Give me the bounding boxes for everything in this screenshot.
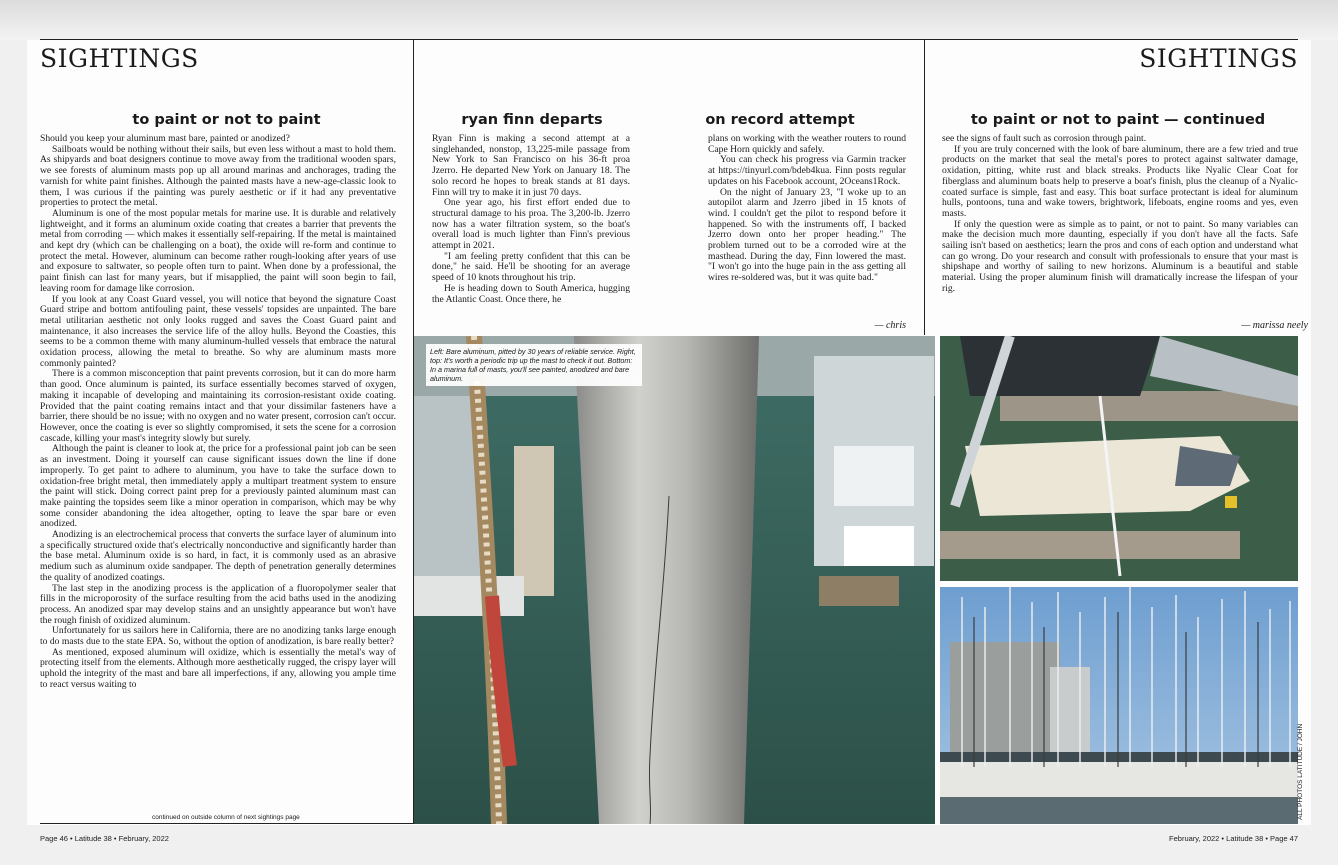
marina-masts-photo [940, 587, 1298, 824]
continued-article-body [942, 134, 1298, 320]
photo-caption: Left: Bare aluminum, pitted by 30 years of reliable service. Right, top: It's worth a periodic trip up the mast to check it out. Bottom: In a marina full of masts, you'll see painted, anodized and bare aluminum. [426, 344, 642, 386]
photo-credit: ALL PHOTOS LATITUDE / JOHN [1297, 723, 1304, 820]
paint-headline: to paint or not to paint [132, 112, 321, 128]
section-title-right: SIGHTINGS [1139, 44, 1298, 73]
continued-signature: — marissa neely [1241, 320, 1308, 331]
folio-left: Page 46 • Latitude 38 • February, 2022 [40, 834, 169, 843]
article-paragraph: "I am feeling pretty confident that this can be done," he said. He'll be shooting for an average speed of 10 knots throughout his trip. [432, 250, 630, 284]
bottom-rule [40, 823, 413, 824]
article-paragraph: Aluminum is one of the most popular metals for marine use. It is durable and relatively lightweight, and it forms an aluminum oxide coating that creates a barrier that prevents the metal from corroding — which makes it essentially self-repairing. If the metal is maintained and kept dry (which can be challenging on a boat), the oxide will re-form and continue to protect the metal. However, aluminum can become rather rough-looking after years of use and exposure to saltwater, so people often turn to paint. When done by a professional, the paint finish can last for many years, but if misapplied, the paint will soon begin to fail, leaving room for damage like corrosion. [40, 207, 396, 294]
finn-headline-left: ryan finn departs [461, 112, 603, 128]
article-paragraph: One year ago, his first effort ended due to structural damage to his proa. The 3,200-lb. Jzerro now has a water filtration system, so the boat's overall load is much lighter than Finn's previous attempt in 2021. [432, 197, 630, 252]
finn-article-col1 [432, 134, 630, 332]
masthead-view-photo [940, 336, 1298, 581]
column-rule-right [924, 39, 925, 335]
article-paragraph: If you look at any Coast Guard vessel, you will notice that beyond the signature Coast Guard stripe and bottom antifouling paint, these vessels' topsides are unpainted. The bare metal utilitarian aesthetic not only looks rugged and saves the Coast Guard paint and maintenance, it also increases the service life of the alloy hulls. Beyond the Coasties, this seems to be a common theme with many aluminum-hulled vessels that embrace the natural oxidation process, allowing the metal to breathe. So why are aluminum masts more commonly painted? [40, 293, 396, 369]
top-rule [40, 39, 1298, 40]
article-paragraph: The last step in the anodizing process is the application of a fluoropolymer sealer that fills in the microporosity of the surface resulting from the acid baths used in the anodizing process. An anodized spar may develop stains and an unsightly appearance but won't have the rough finish of oxidized aluminum. [40, 582, 396, 626]
article-paragraph: If only the question were as simple as to paint, or not to paint. So many variables can make the decision much more daunting, especially if you don't have all the facts. Safe sailing isn't based on aesthetics; learn the pros and cons of each option and understand what can go wrong. Do your research and consult with professionals to ensure that your mast is shipshape and worthy of sailing to new horizons. Aluminum is a beautiful and stable material. Using the proper aluminum finish will dramatically increase the lifespan of your rig. [942, 218, 1298, 294]
article-paragraph: There is a common misconception that paint prevents corrosion, but it can do more harm than good. Once aluminum is painted, its surface essentially becomes starved of oxygen, making it incapable of developing and maintaining its corrosion-resistant oxide coating. Provided that the paint coating remains intact and that your dissimilar fasteners have a barrier, there should be no issue; with no oxygen and no water present, corrosion can't occur. However, once the coating is ever so slightly compromised, it sets the scene for a corrosion cascade, killing your mast's integrity slowly but surely. [40, 368, 396, 444]
article-paragraph: Sailboats would be nothing without their sails, but even less without a mast to hold them. As shipyards and boat designers continue to move away from the traditional wooden spars, we see forests of aluminum masts pop up all around marinas and anchorages, trading the varnish for white paint finishes. Although the painted masts have a new-age-classic look to them, I was curious if the painting was purely aesthetic or if it had any preventative properties to protect the metal. [40, 143, 396, 209]
article-paragraph: If you are truly concerned with the look of bare aluminum, there are a few tried and true products on the market that seal the metal's pores to protect against saltwater damage, oxidation, pitting, white rust and black streaks. Products like Nyalic Clear Coat for fiberglass and aluminum boats help to preserve a boat's finish, plus the cleanup of a Nyalic-coated surface is simple, fast and easy. This boat surface protectant is ideal for aluminum hulls, pontoons, tuna and wake towers, brightwork, lifeboats, engine rooms and yes, even masts. [942, 143, 1298, 219]
continued-headline: to paint or not to paint — continued [970, 112, 1266, 128]
scanner-top-band [0, 0, 1338, 40]
article-paragraph: Should you keep your aluminum mast bare, painted or anodized? [40, 134, 290, 144]
finn-article-col2 [708, 134, 906, 320]
paint-article-body [40, 134, 396, 813]
continued-note: continued on outside column of next sightings page [152, 814, 300, 821]
article-paragraph: see the signs of fault such as corrosion through paint. [942, 134, 1147, 144]
finn-headline-right: on record attempt [705, 112, 855, 128]
article-paragraph: Although the paint is cleaner to look at, the price for a professional paint job can be seen as an investment. Doing it yourself can cause significant issues down the line if done improperly. To get paint to adhere to aluminum, you have to take the surface down to oxidation-free bright metal, then immediately apply a multipart treatment system to ensure the paint will stick. Doing correct paint prep for a previously painted aluminum mast can make painting the topsides seem like a minor operation in comparison, which may be why some consider abandoning the idea altogether, opting to leave the spar bare or even anodized. [40, 443, 396, 530]
folio-right: February, 2022 • Latitude 38 • Page 47 [1169, 834, 1298, 843]
article-paragraph: He is heading down to South America, hugging the Atlantic Coast. Once there, he [432, 282, 630, 305]
section-title-left: SIGHTINGS [40, 44, 199, 73]
finn-signature: — chris [874, 320, 906, 331]
article-paragraph: plans on working with the weather routers to round Cape Horn quickly and safely. [708, 134, 906, 155]
article-paragraph: Ryan Finn is making a second attempt at a singlehanded, nonstop, 13,225-mile passage from New York to San Francisco on his 36-ft proa Jzerro. He departed New York on January 18. The solo record he hopes to break stands at 81 days. Finn will try to make it in just 70 days. [432, 134, 630, 198]
bare-aluminum-mast-photo [414, 336, 935, 824]
article-paragraph: As mentioned, exposed aluminum will oxidize, which is essentially the metal's way of protecting itself from the elements. Although more aesthetically rugged, the crispy layer will uphold the integrity of the mast and bare all imperfections, if any, allowing you ample time to react versus waiting to [40, 646, 396, 690]
article-paragraph: You can check his progress via Garmin tracker at https://tinyurl.com/bdeb4kua. Finn posts regular updates on his Facebook account, 2Oceans1Rock. [708, 154, 906, 187]
article-paragraph: Anodizing is an electrochemical process that converts the surface layer of aluminum into a specifically structured oxide that's electrically nonconductive and significantly harder than the base metal. Aluminum oxide is so hard, in fact, it is commonly used as an abrasive medium such as aluminum oxide sandpaper. The depth of penetration generally determines the quality of anodized coatings. [40, 529, 396, 583]
article-paragraph: Unfortunately for us sailors here in California, there are no anodizing tanks large enough to do masts due to the state EPA. So, without the option of anodization, is bare really better? [40, 625, 396, 648]
article-paragraph: On the night of January 23, "I woke up to an autopilot alarm and Jzerro jibed in 15 knots of wind. I couldn't get the pilot to respond before it happened. So with the instruments off, I backed Jzerro down onto her proper heading." The problem turned out to be a corroded wire at the masthead. During the day, Finn lowered the mast. "I won't go into the huge pain in the ass getting all wires re-soldered was, but it was quite bad." [708, 186, 906, 284]
